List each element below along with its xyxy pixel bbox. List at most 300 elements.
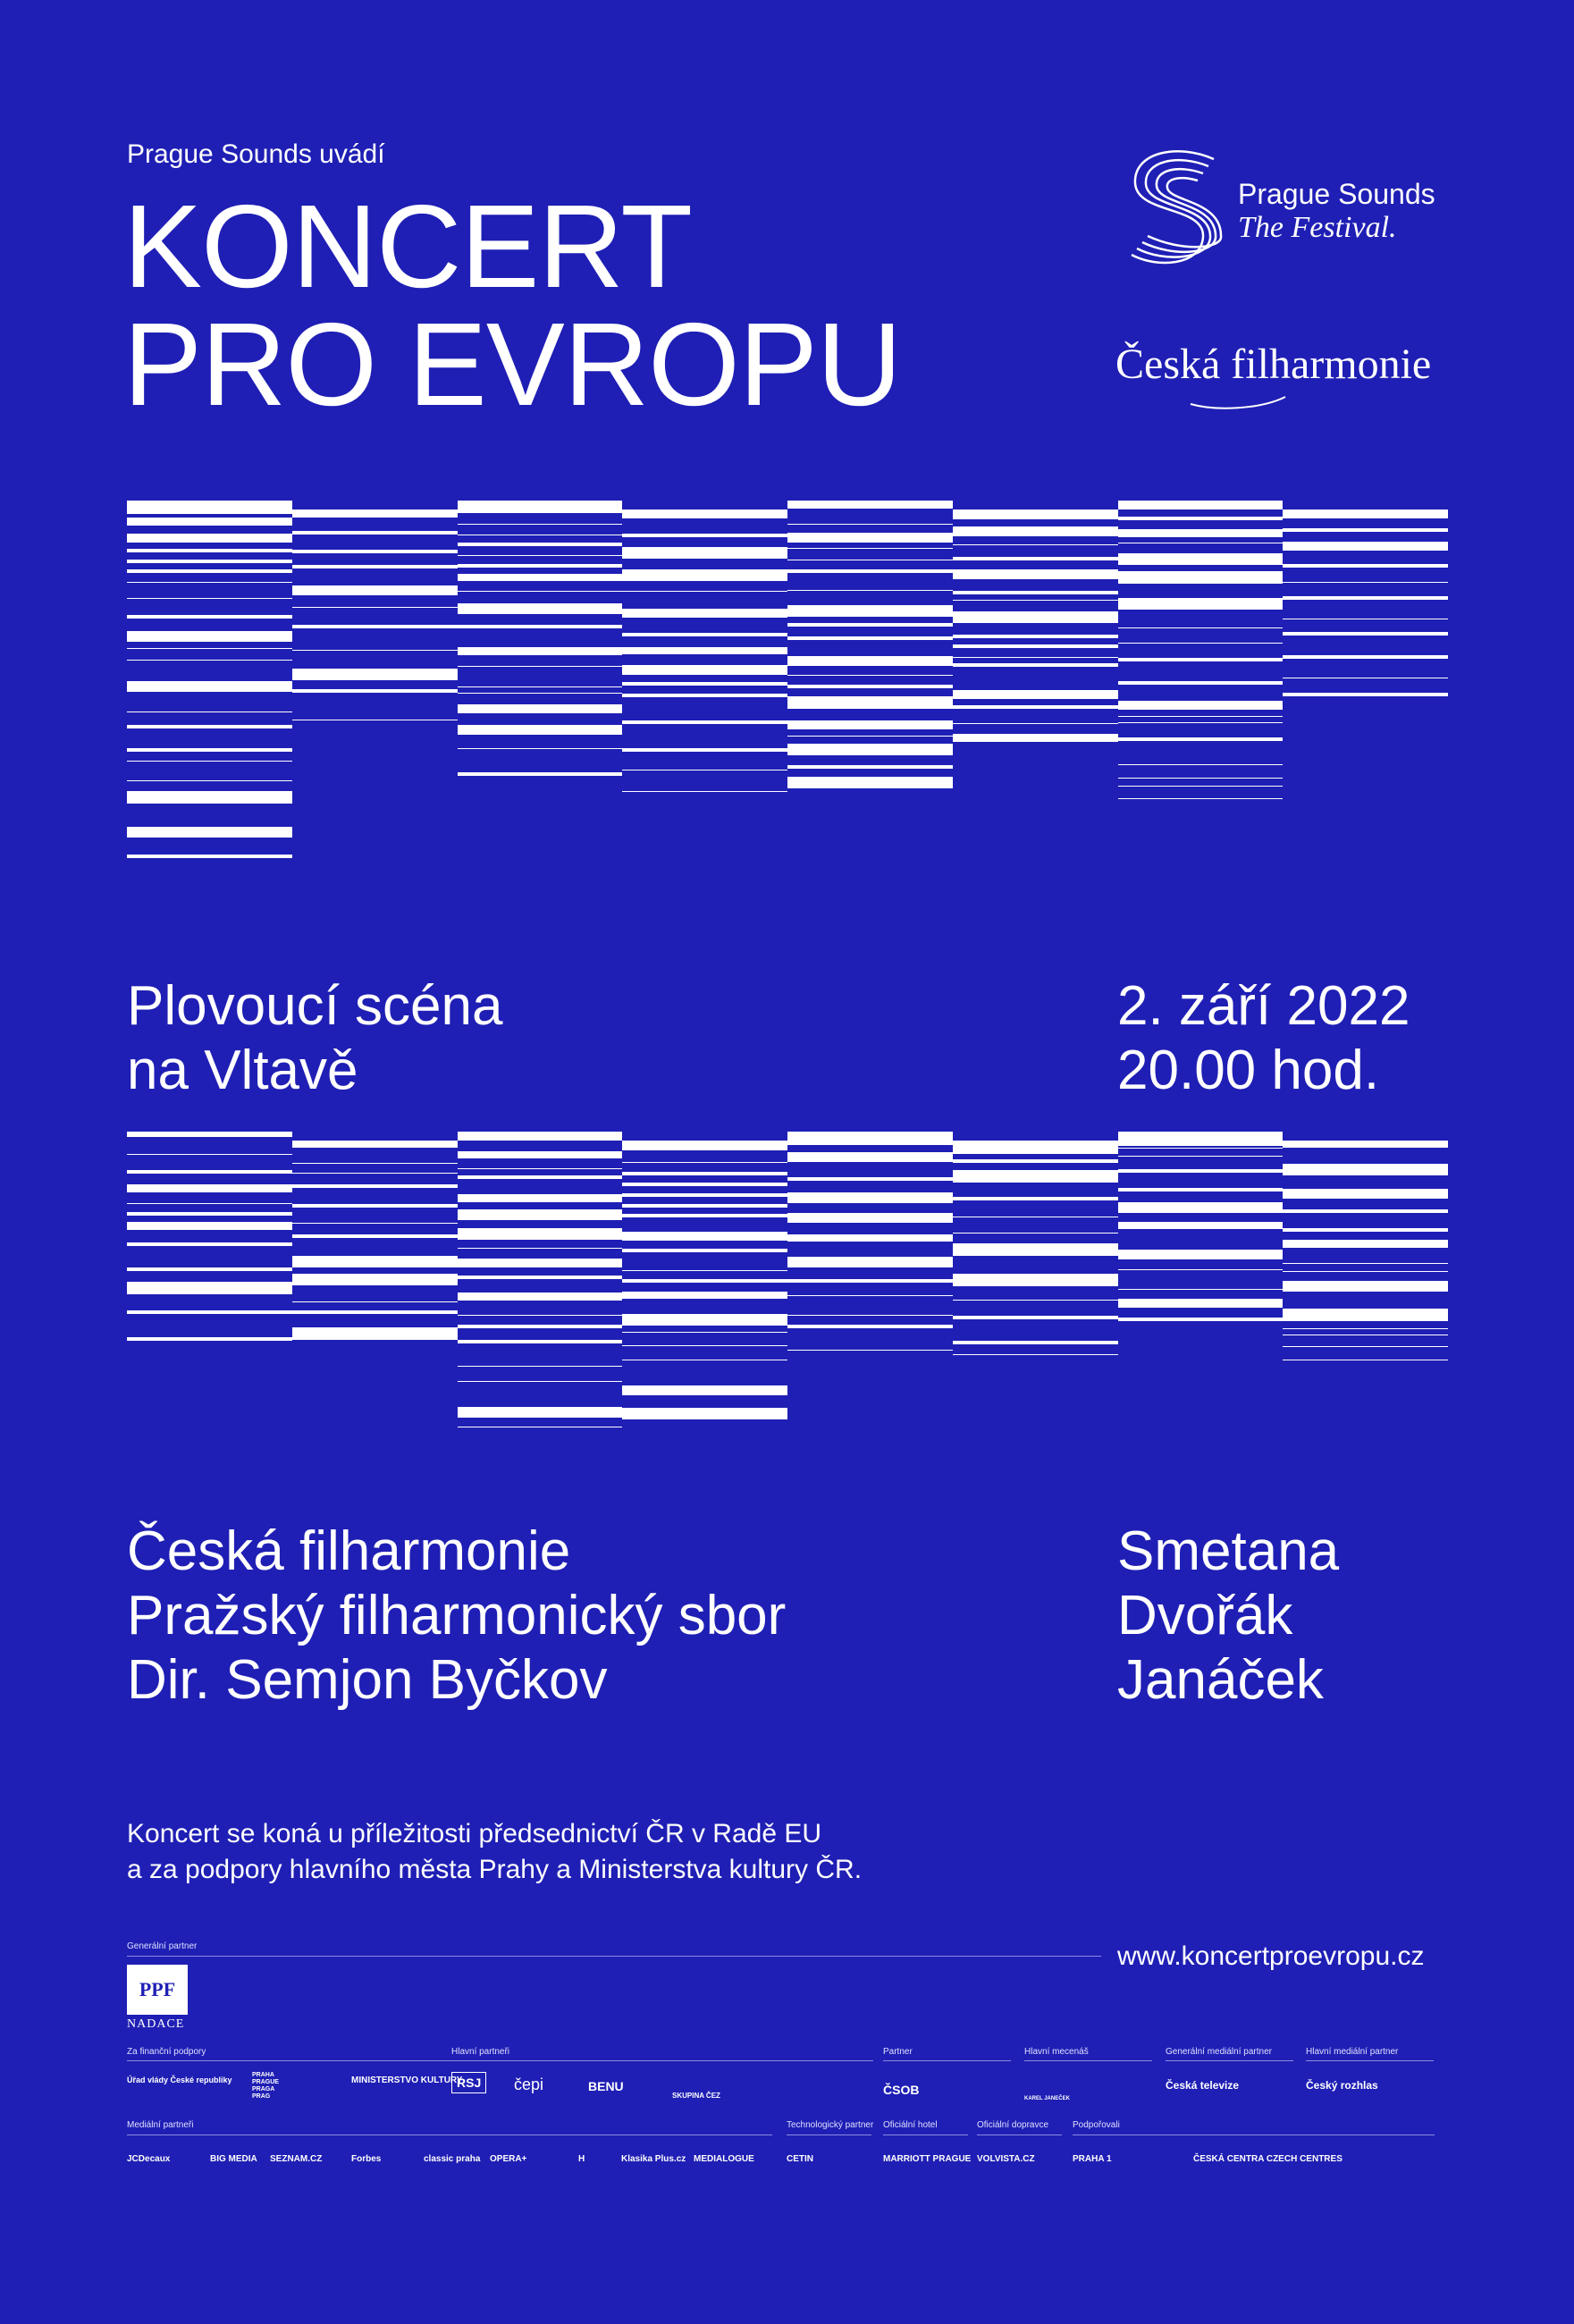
stripe xyxy=(292,669,458,680)
stripe xyxy=(787,1325,953,1328)
stripe xyxy=(292,1234,458,1238)
stripe xyxy=(787,605,953,617)
partner-logo: MARRIOTT PRAGUE xyxy=(883,2154,972,2164)
partner-logo: PRAHA 1 xyxy=(1073,2154,1112,2164)
stripe xyxy=(953,1354,1118,1355)
stripe xyxy=(787,1132,953,1145)
event-note xyxy=(127,1816,862,1888)
stripe xyxy=(127,1170,292,1174)
stripe xyxy=(787,1234,953,1242)
stripe xyxy=(787,696,953,708)
stripe xyxy=(787,1350,953,1351)
stripe xyxy=(292,531,458,535)
stripe xyxy=(622,1162,787,1163)
logo-janecek: KAREL JANEČEK xyxy=(1024,2096,1070,2101)
hotel-label: Oficiální hotel xyxy=(883,2120,938,2130)
stripe xyxy=(1118,517,1284,520)
stripe xyxy=(622,682,787,686)
stripe xyxy=(458,1259,623,1267)
stripe xyxy=(292,1327,458,1340)
stripe xyxy=(953,1170,1118,1183)
stripe xyxy=(127,501,292,514)
stripe xyxy=(127,1132,292,1137)
stripe xyxy=(953,734,1118,742)
page-title xyxy=(123,181,902,430)
note-line-2: a za podpory hlavního města Prahy a Ministerstva kultury ČR. xyxy=(127,1855,863,1884)
stripe xyxy=(292,607,458,608)
stripe xyxy=(1283,509,1448,518)
stripe xyxy=(458,1168,623,1169)
partner-logo: Klasika Plus.cz xyxy=(621,2154,686,2164)
stripe xyxy=(953,657,1118,658)
divider xyxy=(127,1956,1101,1957)
stripe xyxy=(953,569,1118,579)
stripe xyxy=(292,1301,458,1302)
stripe xyxy=(953,635,1118,638)
stripe xyxy=(1283,528,1448,532)
stripe xyxy=(127,569,292,573)
transport-label: Oficiální dopravce xyxy=(977,2120,1049,2130)
stripe xyxy=(127,1203,292,1204)
stripe xyxy=(622,1345,787,1346)
stripe xyxy=(1118,1132,1284,1146)
stripe xyxy=(292,1256,458,1267)
stripe xyxy=(127,1337,292,1341)
stripe xyxy=(622,647,787,654)
stripe xyxy=(127,1212,292,1216)
stripe xyxy=(127,631,292,642)
date-time xyxy=(1117,974,1410,1103)
stripe xyxy=(787,1152,953,1162)
divider xyxy=(1024,2060,1152,2061)
stripe xyxy=(127,1184,292,1192)
stripe xyxy=(953,663,1118,667)
stripe xyxy=(787,1295,953,1296)
stripe xyxy=(953,1233,1118,1234)
stripe xyxy=(622,1172,787,1175)
partner-logo: JCDecaux xyxy=(127,2154,171,2164)
stripe xyxy=(292,625,458,628)
stripe xyxy=(787,590,953,591)
venue-line-2: na Vltavě xyxy=(127,1040,358,1101)
stripe xyxy=(127,534,292,542)
stripe xyxy=(953,705,1118,709)
stripe xyxy=(458,666,623,667)
stripe xyxy=(458,647,623,655)
logo-cesky-rozhlas: Český rozhlas xyxy=(1306,2079,1378,2092)
stripe xyxy=(127,1242,292,1246)
stripe xyxy=(127,791,292,804)
stripe xyxy=(1283,1141,1448,1148)
stripe xyxy=(787,1315,953,1316)
general-media-partner-label: Generální mediální partner xyxy=(1166,2047,1272,2057)
stripe xyxy=(787,501,953,509)
note-line-1: Koncert se koná u příležitosti předsednictví ČR v Radě EU xyxy=(127,1819,822,1848)
stripe xyxy=(458,748,623,749)
logo-ministry-culture: MINISTERSTVO KULTURY xyxy=(351,2076,463,2085)
stripe xyxy=(622,791,787,792)
logo-csob: ČSOB xyxy=(883,2083,920,2097)
stripe xyxy=(1118,643,1284,644)
czech-philharmonic-swash-icon xyxy=(1189,393,1287,411)
stripe xyxy=(787,675,953,676)
stripe xyxy=(1118,1269,1284,1270)
stripe xyxy=(622,1183,787,1186)
stripe xyxy=(1118,1156,1284,1157)
stripe xyxy=(1118,1188,1284,1191)
stripe xyxy=(787,524,953,525)
stripe xyxy=(458,1228,623,1239)
stripe xyxy=(458,725,623,735)
stripe xyxy=(1118,627,1284,628)
logo-cez: SKUPINA ČEZ xyxy=(672,2092,720,2100)
stripe xyxy=(127,1154,292,1155)
stripe xyxy=(622,1193,787,1197)
stripe xyxy=(292,1141,458,1148)
composer-item: Dvořák xyxy=(1117,1585,1293,1646)
stripe xyxy=(292,689,458,693)
partner-logo: ČESKÁ CENTRA CZECH CENTRES xyxy=(1193,2154,1343,2164)
stripe xyxy=(458,625,623,628)
stripe xyxy=(787,736,953,737)
website-link[interactable]: www.koncertproevropu.cz xyxy=(1117,1941,1425,1971)
financial-support-label: Za finanční podpory xyxy=(127,2047,206,2057)
stripe xyxy=(458,1381,623,1382)
performer-item: Dir. Semjon Byčkov xyxy=(127,1649,608,1711)
stripe xyxy=(458,1151,623,1158)
stripe xyxy=(787,1213,953,1223)
title-line-2: PRO EVROPU xyxy=(123,299,902,430)
stripe xyxy=(953,600,1118,601)
stripe xyxy=(1118,571,1284,584)
stripe xyxy=(1283,1189,1448,1199)
stripe xyxy=(1118,716,1284,717)
partner-logo: BIG MEDIA xyxy=(210,2154,257,2164)
stripe xyxy=(1283,1346,1448,1347)
stripe xyxy=(622,748,787,752)
stripe xyxy=(292,1223,458,1224)
venue-line-1: Plovoucí scéna xyxy=(127,975,503,1037)
stripe xyxy=(292,1173,458,1174)
stripe xyxy=(953,1159,1118,1163)
stripe xyxy=(1118,764,1284,765)
festival-name-block xyxy=(1238,177,1435,245)
stripe xyxy=(622,1232,787,1241)
stripe xyxy=(1118,529,1284,536)
stripe xyxy=(787,1192,953,1203)
stripe xyxy=(458,704,623,713)
stripe xyxy=(127,1310,292,1314)
performer-item: Pražský filharmonický sbor xyxy=(127,1585,787,1646)
stripe xyxy=(458,603,623,614)
stripe xyxy=(787,1257,953,1267)
stripe xyxy=(622,694,787,697)
stripe xyxy=(127,518,292,526)
stripe xyxy=(787,548,953,549)
prague-sounds-s-icon xyxy=(1115,143,1258,277)
stripe xyxy=(458,591,623,592)
stripe xyxy=(458,693,623,694)
stripe xyxy=(458,501,623,513)
stripe xyxy=(622,1141,787,1150)
stripe xyxy=(1283,596,1448,600)
stripe xyxy=(127,748,292,752)
stripe xyxy=(127,681,292,692)
logo-benu: BENU xyxy=(588,2079,624,2093)
partner-label: Partner xyxy=(883,2047,913,2057)
stripe xyxy=(127,1282,292,1294)
stripe xyxy=(953,1243,1118,1256)
stripe xyxy=(1283,1328,1448,1329)
festival-name: Prague Sounds xyxy=(1238,178,1435,210)
stripe xyxy=(787,765,953,769)
stripe xyxy=(127,780,292,781)
stripe xyxy=(953,1316,1118,1319)
stripe xyxy=(458,772,623,776)
media-partners-label: Mediální partneři xyxy=(127,2120,194,2130)
presenter-line: Prague Sounds uvádí xyxy=(127,139,385,169)
stripe xyxy=(292,565,458,568)
composers-list xyxy=(1117,1520,1339,1713)
stripe xyxy=(1283,693,1448,696)
stripe xyxy=(622,534,787,537)
stripe xyxy=(458,1209,623,1220)
stripe xyxy=(127,855,292,858)
stripe xyxy=(127,660,292,661)
stripe xyxy=(127,549,292,552)
stripe xyxy=(1118,681,1284,685)
stripe xyxy=(953,1197,1118,1200)
stripe xyxy=(1118,778,1284,779)
stripe xyxy=(458,543,623,546)
stripe xyxy=(622,1279,787,1283)
stripe xyxy=(787,685,953,688)
supporters-label: Podpořovali xyxy=(1073,2120,1120,2130)
stripe xyxy=(953,723,1118,724)
stripe xyxy=(622,591,787,592)
patron-label: Hlavní mecenáš xyxy=(1024,2047,1089,2057)
logo-government: Úřad vlády České republiky xyxy=(127,2076,232,2084)
general-partner-label: Generální partner xyxy=(127,1941,198,1951)
stripe xyxy=(787,569,953,573)
stripe xyxy=(1118,737,1284,741)
stripe xyxy=(622,609,787,618)
stripe xyxy=(1283,1263,1448,1264)
stripe xyxy=(1118,1289,1284,1290)
stripe xyxy=(458,686,623,687)
stripe xyxy=(953,644,1118,648)
stripe xyxy=(458,524,623,525)
stripe xyxy=(953,557,1118,560)
logo-praha: PRAHA PRAGUE PRAGA PRAG xyxy=(252,2072,279,2100)
stripe xyxy=(458,1293,623,1301)
stripe xyxy=(458,1340,623,1343)
stripe xyxy=(953,544,1118,545)
stripe xyxy=(622,1214,787,1217)
venue xyxy=(127,974,502,1103)
stripe xyxy=(953,1300,1118,1301)
stripe xyxy=(1118,1202,1284,1213)
stripe xyxy=(787,1279,953,1283)
title-line-1: KONCERT xyxy=(123,181,692,312)
composer-item: Smetana xyxy=(1117,1520,1340,1582)
stripe xyxy=(458,1175,623,1179)
stripe xyxy=(127,648,292,649)
stripe xyxy=(622,720,787,724)
partner-logo: H xyxy=(578,2154,585,2164)
stripe xyxy=(292,1274,458,1285)
main-media-partner-label: Hlavní mediální partner xyxy=(1306,2047,1399,2057)
stripe xyxy=(953,1141,1118,1154)
stripe xyxy=(1118,722,1284,723)
stripe xyxy=(622,633,787,636)
divider xyxy=(883,2060,1011,2061)
stripe xyxy=(787,1177,953,1181)
stripe xyxy=(458,1325,623,1328)
stripe xyxy=(1118,658,1284,661)
stripe xyxy=(458,1366,623,1367)
festival-subtitle: The Festival. xyxy=(1238,211,1397,244)
stripe xyxy=(622,509,787,518)
stripe xyxy=(622,1204,787,1208)
stripe xyxy=(1283,1271,1448,1272)
stripe xyxy=(292,1204,458,1208)
stripe xyxy=(292,1184,458,1188)
logo-rsj: RSJ xyxy=(451,2072,486,2093)
stripe xyxy=(622,1270,787,1271)
stripe xyxy=(787,636,953,640)
stripe xyxy=(622,569,787,581)
stripe xyxy=(1118,1169,1284,1173)
stripe xyxy=(622,547,787,559)
stripe xyxy=(292,1310,458,1314)
partner-logo: CETIN xyxy=(787,2154,813,2164)
stripe xyxy=(1283,1309,1448,1321)
stripe-pattern-bottom xyxy=(127,1132,1448,1462)
stripe xyxy=(622,1385,787,1396)
stripe xyxy=(787,777,953,787)
ppf-logo-subtitle: NADACE xyxy=(127,2017,185,2031)
stripe xyxy=(787,720,953,729)
stripe xyxy=(1283,542,1448,551)
stripe xyxy=(953,690,1118,700)
stripe xyxy=(953,526,1118,536)
stripe xyxy=(458,574,623,581)
stripe xyxy=(1118,786,1284,787)
stripe xyxy=(953,591,1118,594)
stripe-pattern-top xyxy=(127,501,1448,885)
ppf-logo: PPF xyxy=(127,1965,188,2015)
stripe xyxy=(458,564,623,568)
stripe xyxy=(1118,1318,1284,1321)
stripe xyxy=(787,623,953,627)
partner-logo: VOLVISTA.CZ xyxy=(977,2154,1035,2164)
stripe xyxy=(1118,553,1284,565)
stripe xyxy=(292,509,458,518)
stripe xyxy=(1118,1250,1284,1259)
stripe xyxy=(953,509,1118,519)
stripe xyxy=(127,725,292,728)
stripe xyxy=(953,1274,1118,1286)
stripe xyxy=(458,1248,623,1249)
stripe xyxy=(1118,798,1284,799)
partner-logo: MEDIALOGUE xyxy=(694,2154,754,2164)
stripe xyxy=(787,656,953,666)
divider xyxy=(1306,2060,1434,2061)
stripe xyxy=(622,1249,787,1252)
stripe xyxy=(622,1408,787,1419)
stripe xyxy=(1118,598,1284,610)
stripe xyxy=(787,744,953,755)
stripe xyxy=(953,611,1118,623)
stripe xyxy=(458,1407,623,1417)
divider xyxy=(127,2060,873,2061)
partner-logo: OPERA+ xyxy=(490,2154,527,2164)
stripe xyxy=(1283,564,1448,568)
stripe xyxy=(127,615,292,619)
stripe xyxy=(622,1332,787,1333)
stripe xyxy=(458,1315,623,1316)
stripe xyxy=(1118,1299,1284,1308)
stripe xyxy=(127,582,292,583)
stripe xyxy=(953,1341,1118,1344)
stripe xyxy=(1118,501,1284,509)
stripe xyxy=(622,1292,787,1299)
partner-logo: Forbes xyxy=(351,2154,382,2164)
stripe xyxy=(622,1314,787,1326)
stripe xyxy=(292,585,458,595)
divider xyxy=(1166,2060,1293,2061)
stripe xyxy=(1283,1281,1448,1292)
logo-cepi: čepi xyxy=(514,2076,544,2093)
stripe xyxy=(127,560,292,563)
stripe xyxy=(1283,1164,1448,1175)
stripe xyxy=(458,1132,623,1141)
stripe xyxy=(458,555,623,556)
tech-partner-label: Technologický partner xyxy=(787,2120,874,2130)
stripe xyxy=(127,598,292,599)
stripe xyxy=(1118,701,1284,709)
partner-logo: classic praha xyxy=(424,2154,481,2164)
stripe xyxy=(458,1194,623,1202)
main-partners-label: Hlavní partneři xyxy=(451,2047,510,2057)
stripe xyxy=(127,827,292,838)
logo-ceska-televize: Česká televize xyxy=(1166,2079,1240,2092)
stripe xyxy=(1118,1148,1284,1149)
partner-logo: SEZNAM.CZ xyxy=(270,2154,323,2164)
stripe xyxy=(1283,655,1448,659)
stripe xyxy=(292,1163,458,1164)
stripe xyxy=(622,665,787,676)
stripe xyxy=(1283,1228,1448,1232)
czech-philharmonic-logo: Česká filharmonie xyxy=(1115,341,1432,388)
stripe xyxy=(458,1276,623,1279)
stripe xyxy=(127,1267,292,1271)
performer-item: Česká filharmonie xyxy=(127,1520,571,1582)
stripe xyxy=(1283,632,1448,636)
stripe xyxy=(787,533,953,543)
composer-item: Janáček xyxy=(1117,1649,1324,1711)
event-date: 2. září 2022 xyxy=(1117,975,1410,1037)
stripe xyxy=(292,650,458,651)
stripe xyxy=(127,761,292,762)
stripe xyxy=(1283,1209,1448,1213)
stripe xyxy=(292,550,458,553)
stripe xyxy=(127,1222,292,1230)
event-time: 20.00 hod. xyxy=(1117,1040,1380,1101)
stripe xyxy=(1283,582,1448,583)
stripe xyxy=(1283,1240,1448,1248)
